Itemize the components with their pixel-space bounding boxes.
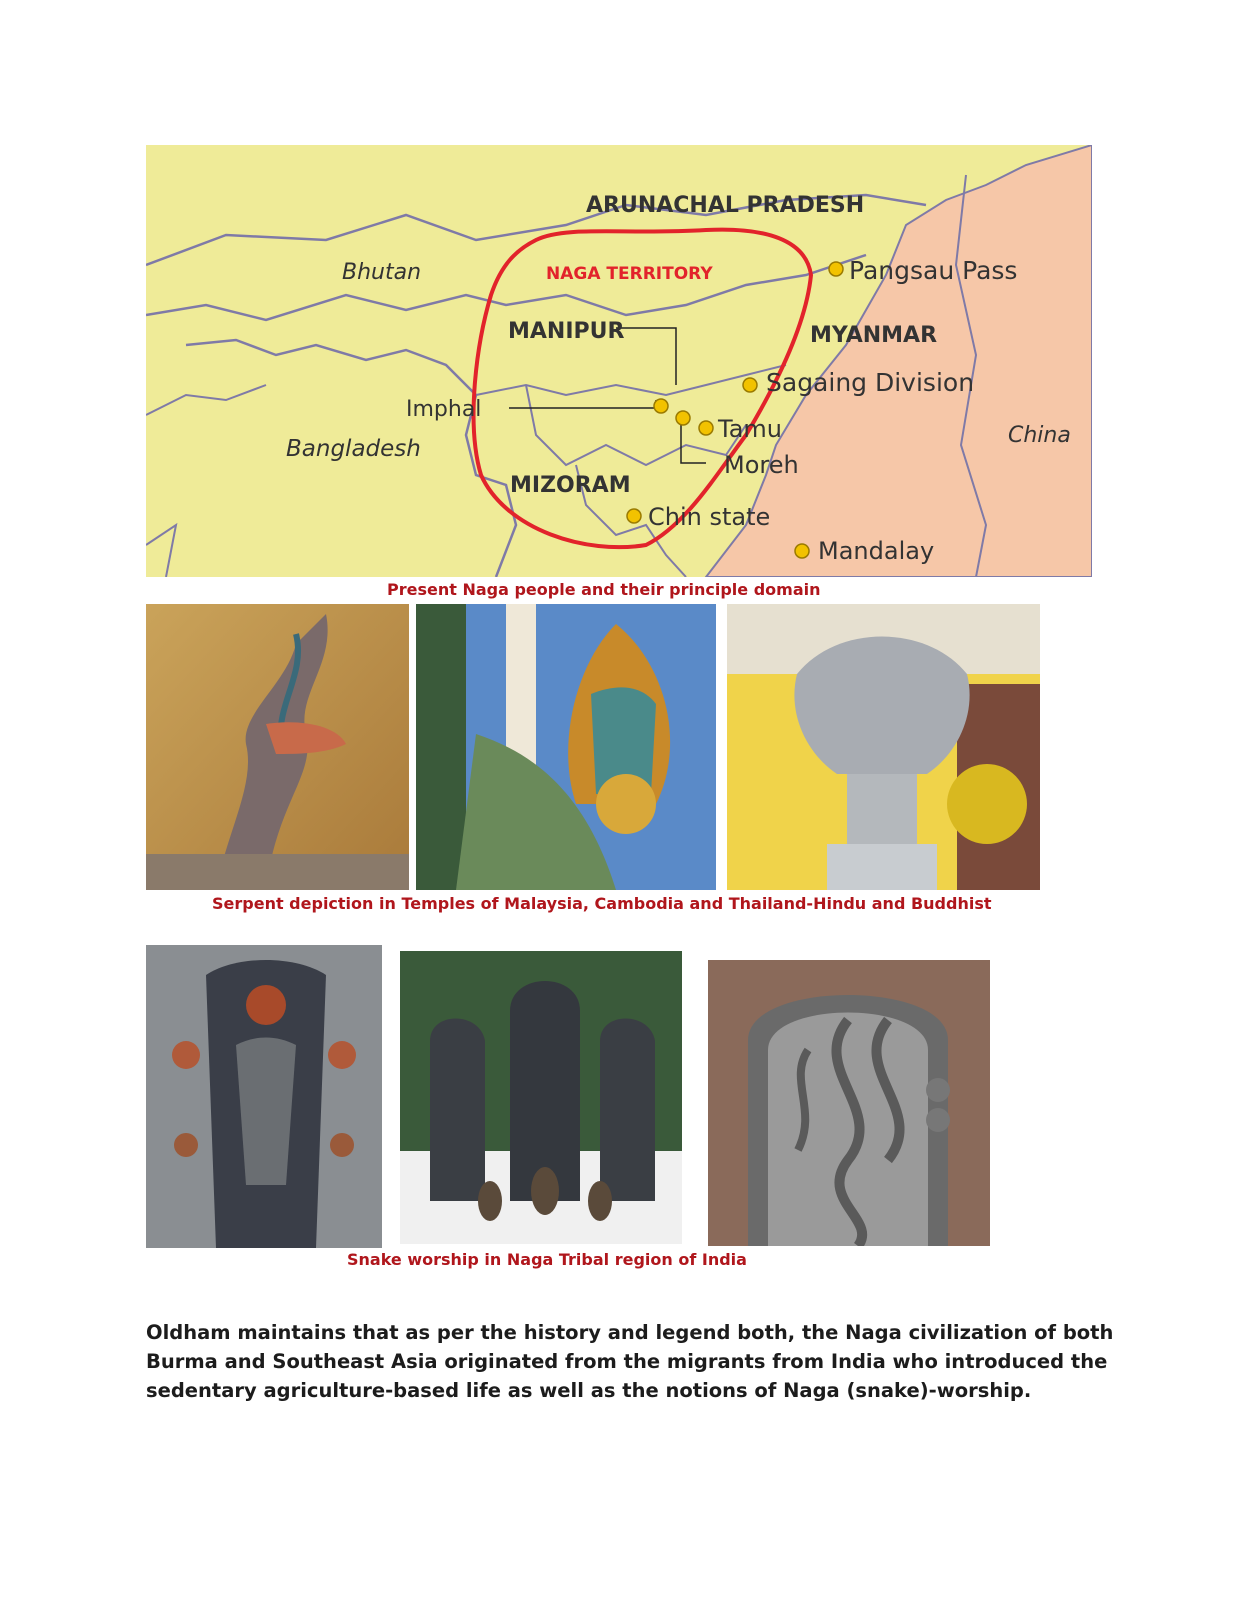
label-china: China — [1008, 423, 1071, 448]
label-mandalay: Mandalay — [818, 537, 935, 565]
label-myanmar: MYANMAR — [810, 323, 938, 348]
label-bhutan: Bhutan — [342, 260, 422, 285]
body-paragraph — [146, 1318, 1114, 1405]
label-manipur: MANIPUR — [508, 319, 625, 344]
map-caption: Present Naga people and their principle domain — [387, 580, 821, 599]
photo-naga-stones — [400, 951, 682, 1244]
photo-naga-statue-grey — [727, 604, 1040, 890]
label-mizoram: MIZORAM — [510, 473, 631, 498]
label-imphal: Imphal — [406, 397, 482, 422]
marker-chin — [627, 509, 641, 523]
label-pangsau: Pangsau Pass — [849, 256, 1018, 285]
label-tamu: Tamu — [718, 415, 782, 443]
marker-mandalay — [795, 544, 809, 558]
naga-territory-map — [146, 145, 1092, 577]
photo-naga-statue-colorful — [416, 604, 716, 890]
photo-twin-snake-stone — [708, 960, 990, 1246]
marker-moreh — [676, 411, 690, 425]
marker-sagaing — [743, 378, 757, 392]
temples-caption: Serpent depiction in Temples of Malaysia, Cambodia and Thailand-Hindu and Buddhist — [212, 894, 992, 913]
label-bangladesh: Bangladesh — [286, 436, 421, 462]
marker-pangsau — [829, 262, 843, 276]
label-chin: Chin state — [648, 503, 771, 531]
photo-naga-relief-carving — [146, 945, 382, 1248]
label-arunachal: ARUNACHAL PRADESH — [586, 193, 865, 218]
label-moreh: Moreh — [724, 451, 799, 479]
body-line-2: Burma and Southeast Asia originated from the migrants from India who introduced the — [146, 1350, 1108, 1373]
photo-naga-statue-orange — [146, 604, 409, 890]
body-line-1: Oldham maintains that as per the history and legend both, the Naga civilization of both — [146, 1321, 1114, 1344]
tribal-caption: Snake worship in Naga Tribal region of India — [347, 1250, 747, 1269]
marker-imphal — [654, 399, 668, 413]
body-line-3: sedentary agriculture-based life as well as the notions of Naga (snake)-worship. — [146, 1379, 1032, 1402]
marker-tamu — [699, 421, 713, 435]
label-sagaing: Sagaing Division — [766, 368, 975, 397]
label-naga-territory: NAGA TERRITORY — [546, 264, 713, 284]
